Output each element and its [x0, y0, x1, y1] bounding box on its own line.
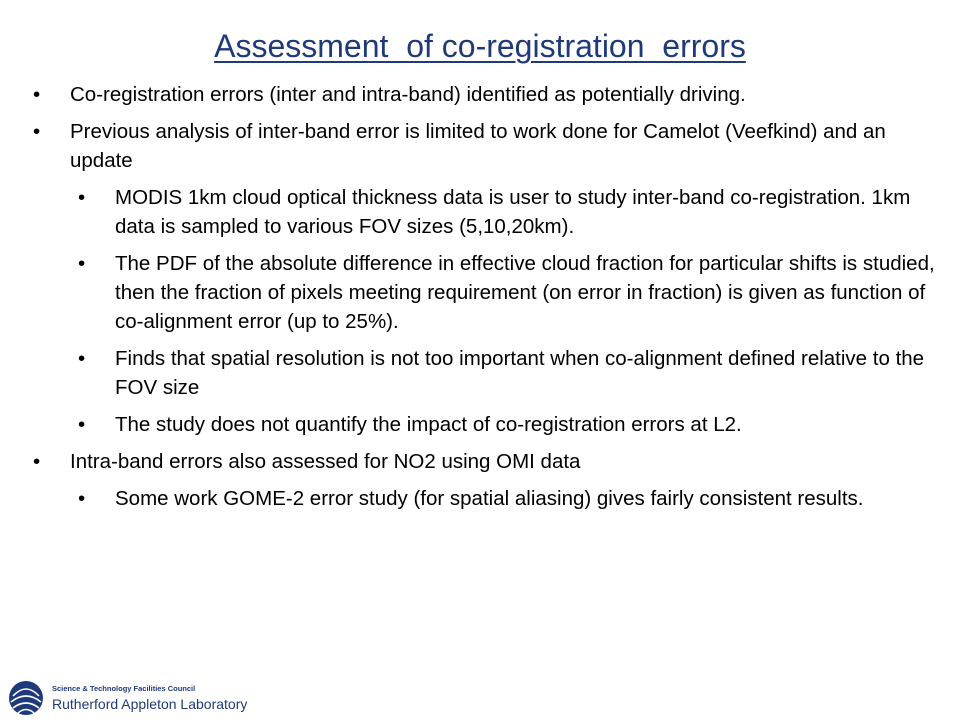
slide-title: Assessment of co-registration errors	[214, 28, 746, 64]
bullet-item	[0, 447, 960, 476]
stfc-globe-icon	[6, 678, 46, 718]
bullet-dot-icon: •	[78, 347, 86, 370]
bullet-text: Co-registration errors (inter and intra-band) identified as potentially driving.	[70, 83, 746, 106]
council-name: Science & Technology Facilities Council	[52, 684, 196, 693]
bullet-text: Previous analysis of inter-band error is limited to work done for Camelot (Veefkind) and an update	[70, 120, 886, 172]
bullet-list	[0, 80, 960, 513]
sub-bullet-item	[0, 249, 960, 336]
bullet-text: Intra-band errors also assessed for NO2 using OMI data	[70, 450, 581, 473]
bullet-dot-icon: •	[78, 252, 86, 275]
laboratory-name: Rutherford Appleton Laboratory	[52, 696, 248, 712]
bullet-item	[0, 80, 960, 109]
bullet-dot-icon: •	[78, 186, 86, 209]
bullet-dot-icon: •	[78, 487, 86, 510]
bullet-dot-icon: •	[33, 83, 41, 106]
bullet-text: Some work GOME-2 error study (for spatial aliasing) gives fairly consistent results.	[115, 487, 864, 510]
bullet-dot-icon: •	[33, 450, 41, 473]
bullet-item	[0, 117, 960, 175]
sub-bullet-item	[0, 484, 960, 513]
sub-bullet-item	[0, 344, 960, 402]
bullet-text: The PDF of the absolute difference in effective cloud fraction for particular shifts is studied, then the fraction of pixels meeting requirement (on error in fraction) is given as function of co-alignment error (up to 25%).	[115, 252, 935, 333]
bullet-text: The study does not quantify the impact of co-registration errors at L2.	[115, 413, 742, 436]
sub-bullet-item	[0, 183, 960, 241]
bullet-text: MODIS 1km cloud optical thickness data is user to study inter-band co-registration. 1km data is sampled to various FOV sizes (5,10,20km).	[115, 186, 911, 238]
bullet-text: Finds that spatial resolution is not too important when co-alignment defined relative to the FOV size	[115, 347, 925, 399]
sub-bullet-item	[0, 410, 960, 439]
stfc-logo	[6, 678, 246, 718]
bullet-dot-icon: •	[33, 120, 41, 143]
bullet-dot-icon: •	[78, 413, 86, 436]
